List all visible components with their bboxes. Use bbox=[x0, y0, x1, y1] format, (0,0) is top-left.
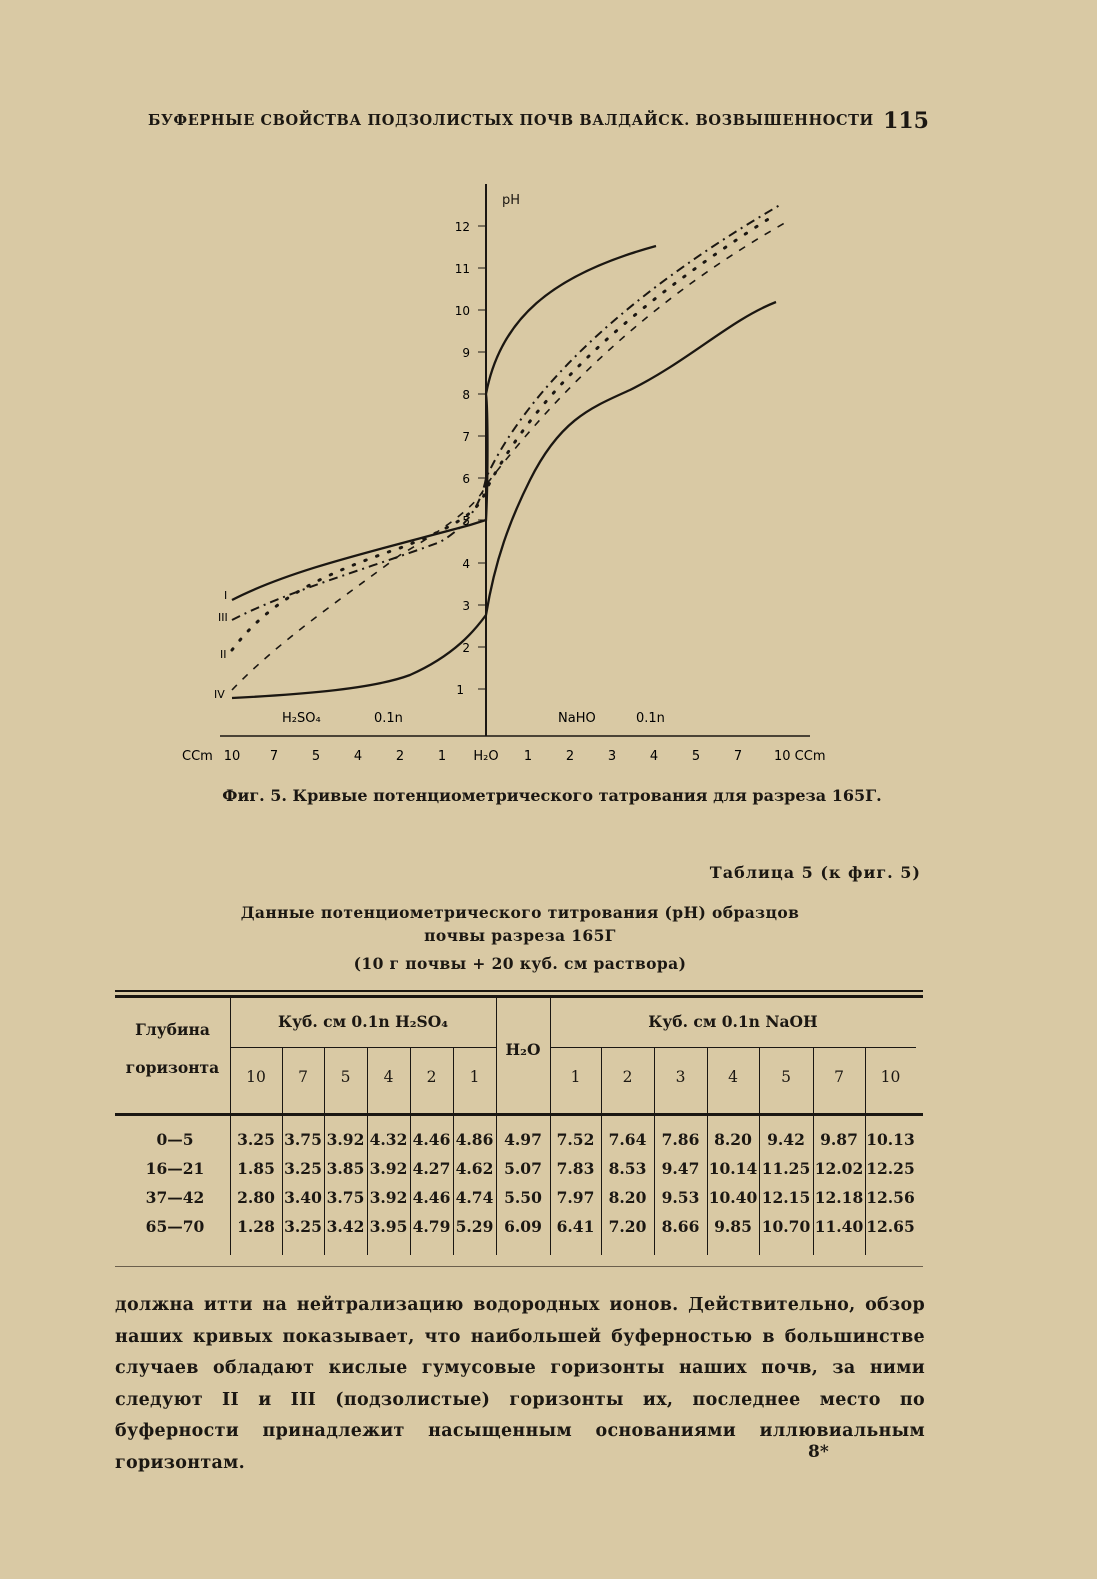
value-cell: 6.41 bbox=[556, 1217, 595, 1236]
value-cell: 4.46 bbox=[412, 1130, 451, 1149]
value-cell: 3.25 bbox=[284, 1159, 322, 1178]
curve-IV bbox=[232, 302, 776, 698]
value-cell: 8.20 bbox=[608, 1188, 647, 1207]
value-cell: 2.80 bbox=[237, 1188, 275, 1207]
value-cell: 3.25 bbox=[284, 1217, 322, 1236]
page-number: 115 bbox=[883, 108, 929, 134]
y-tick bbox=[462, 599, 486, 613]
value-cell: 7.83 bbox=[556, 1159, 595, 1178]
value-cell: 4.46 bbox=[412, 1188, 451, 1207]
value-cell: 4.79 bbox=[412, 1217, 451, 1236]
value-cell: 5.07 bbox=[504, 1159, 542, 1178]
value-cell: 6.09 bbox=[504, 1217, 542, 1236]
y-tick bbox=[462, 641, 486, 655]
value-cell: 11.25 bbox=[761, 1159, 811, 1178]
column-header: 1 bbox=[469, 1068, 480, 1086]
value-cell: 8.53 bbox=[608, 1159, 647, 1178]
table-rule bbox=[115, 1113, 923, 1116]
column-header: 10 bbox=[880, 1068, 901, 1086]
svg-text:2: 2 bbox=[462, 641, 470, 655]
value-cell: 1.85 bbox=[237, 1159, 275, 1178]
svg-text:10: 10 bbox=[454, 304, 470, 318]
value-cell: 4.32 bbox=[369, 1130, 408, 1149]
signature-mark: 8* bbox=[808, 1442, 829, 1462]
value-cell: 3.25 bbox=[237, 1130, 275, 1149]
table-title: (10 г почвы + 20 куб. см раствора) bbox=[353, 954, 687, 973]
depth-cell: 16—21 bbox=[145, 1159, 205, 1178]
value-cell: 9.53 bbox=[661, 1188, 700, 1207]
value-cell: 1.28 bbox=[237, 1217, 275, 1236]
x-tick: 5 bbox=[311, 749, 321, 764]
value-cell: 8.20 bbox=[714, 1130, 752, 1149]
value-cell: 3.75 bbox=[284, 1130, 322, 1149]
x-tick: 10 bbox=[223, 749, 241, 764]
x-tick: 4 bbox=[649, 749, 659, 764]
value-cell: 4.97 bbox=[504, 1130, 542, 1149]
table-column-divider bbox=[230, 995, 231, 1255]
svg-text:3: 3 bbox=[462, 599, 470, 613]
curve-label: I bbox=[224, 589, 228, 602]
y-tick bbox=[462, 430, 486, 444]
value-cell: 7.64 bbox=[608, 1130, 647, 1149]
value-cell: 8.66 bbox=[661, 1217, 700, 1236]
y-tick bbox=[455, 220, 486, 234]
x-tick: 2 bbox=[565, 749, 575, 764]
column-header: 3 bbox=[675, 1068, 686, 1086]
value-cell: 3.92 bbox=[369, 1188, 408, 1207]
x-tick: 5 bbox=[691, 749, 701, 764]
value-cell: 9.47 bbox=[661, 1159, 700, 1178]
depth-cell: 0—5 bbox=[156, 1130, 194, 1149]
svg-text:1: 1 bbox=[456, 683, 464, 697]
column-header: 7 bbox=[834, 1068, 844, 1086]
table-rule bbox=[115, 995, 923, 998]
value-cell: 10.70 bbox=[761, 1217, 811, 1236]
value-cell: 9.42 bbox=[767, 1130, 805, 1149]
value-cell: 4.74 bbox=[455, 1188, 494, 1207]
depth-header: Глубина bbox=[135, 1020, 210, 1039]
acid-conc-label: 0.1n bbox=[374, 711, 403, 726]
figure-caption: Фиг. 5. Кривые потенциометрического татрования для разреза 165Г. bbox=[222, 786, 882, 805]
value-cell: 7.86 bbox=[661, 1130, 700, 1149]
y-ticks bbox=[455, 220, 486, 697]
svg-text:8: 8 bbox=[462, 388, 470, 402]
y-tick bbox=[455, 304, 486, 318]
value-cell: 3.42 bbox=[326, 1217, 365, 1236]
column-header: 5 bbox=[340, 1068, 351, 1086]
svg-text:7: 7 bbox=[462, 430, 470, 444]
column-header: 5 bbox=[781, 1068, 791, 1086]
depth-cell: 37—42 bbox=[145, 1188, 205, 1207]
value-cell: 12.18 bbox=[814, 1188, 864, 1207]
y-tick bbox=[462, 557, 486, 571]
svg-text:9: 9 bbox=[462, 346, 470, 360]
column-header: 2 bbox=[426, 1068, 437, 1086]
x-tick: 2 bbox=[395, 749, 405, 764]
table-label: Таблица 5 (к фиг. 5) bbox=[709, 863, 921, 882]
base-conc-label: 0.1n bbox=[636, 711, 665, 726]
value-cell: 5.50 bbox=[504, 1188, 542, 1207]
x-tick: 4 bbox=[353, 749, 363, 764]
y-tick bbox=[462, 388, 486, 402]
curve-label: IV bbox=[214, 688, 225, 701]
curve-label: III bbox=[218, 611, 228, 624]
x-tick: H₂O bbox=[473, 749, 499, 764]
value-cell: 12.25 bbox=[866, 1159, 915, 1178]
table-column-divider bbox=[496, 995, 497, 1255]
y-tick bbox=[455, 262, 486, 276]
acid-header: Куб. см 0.1n H₂SO₄ bbox=[277, 1012, 448, 1031]
value-cell: 3.40 bbox=[284, 1188, 322, 1207]
value-cell: 12.15 bbox=[761, 1188, 811, 1207]
depth-cell: 65—70 bbox=[145, 1217, 205, 1236]
x-tick: 7 bbox=[269, 749, 279, 764]
value-cell: 5.29 bbox=[455, 1217, 494, 1236]
value-cell: 4.62 bbox=[455, 1159, 494, 1178]
x-tick: 7 bbox=[733, 749, 743, 764]
value-cell: 3.85 bbox=[326, 1159, 365, 1178]
value-cell: 12.02 bbox=[814, 1159, 864, 1178]
water-header: H₂O bbox=[505, 1040, 541, 1059]
x-tick: 10 CCm bbox=[774, 749, 826, 764]
value-cell: 7.20 bbox=[608, 1217, 647, 1236]
value-cell: 3.92 bbox=[326, 1130, 365, 1149]
acid-reagent-label: H₂SO₄ bbox=[282, 711, 321, 726]
value-cell: 4.27 bbox=[412, 1159, 451, 1178]
curve-I bbox=[232, 246, 656, 600]
value-cell: 7.97 bbox=[556, 1188, 595, 1207]
x-tick: 1 bbox=[437, 749, 447, 764]
body-text: должна итти на нейтрализацию водородных ионов. Действительно, обзор наших кривых показывает, что наибольшей буферностью в большинстве случаев обладают кислые гумусовые горизонты наших почв, за ними следуют II и III (подзолистые) горизонты их, последнее место по буферности принадлежит насыщенным основаниями иллювиальным горизонтам. bbox=[115, 1295, 925, 1473]
value-cell: 3.92 bbox=[369, 1159, 408, 1178]
curve-label: II bbox=[220, 648, 227, 661]
x-tick: CCm bbox=[182, 749, 213, 764]
value-cell: 9.87 bbox=[820, 1130, 858, 1149]
column-header: 2 bbox=[622, 1068, 633, 1086]
value-cell: 10.14 bbox=[708, 1159, 758, 1178]
svg-text:5: 5 bbox=[462, 514, 470, 528]
value-cell: 10.13 bbox=[866, 1130, 915, 1149]
y-tick bbox=[462, 472, 486, 486]
value-cell: 10.40 bbox=[708, 1188, 758, 1207]
value-cell: 4.86 bbox=[455, 1130, 494, 1149]
value-cell: 9.85 bbox=[714, 1217, 752, 1236]
value-cell: 3.75 bbox=[326, 1188, 365, 1207]
value-cell: 11.40 bbox=[814, 1217, 864, 1236]
svg-text:12: 12 bbox=[454, 220, 470, 234]
table-column-divider bbox=[550, 995, 551, 1255]
value-cell: 12.65 bbox=[866, 1217, 915, 1236]
table-title: почвы разреза 165Г bbox=[424, 926, 616, 945]
value-cell: 12.56 bbox=[866, 1188, 915, 1207]
column-header: 7 bbox=[298, 1068, 308, 1086]
table-rule bbox=[115, 1266, 923, 1267]
curve-III bbox=[232, 205, 780, 620]
svg-text:6: 6 bbox=[462, 472, 470, 486]
depth-header: горизонта bbox=[125, 1058, 220, 1077]
x-tick: 1 bbox=[523, 749, 533, 764]
column-header: 4 bbox=[728, 1068, 738, 1086]
svg-text:4: 4 bbox=[462, 557, 470, 571]
y-axis-label: pH bbox=[502, 193, 521, 208]
table-rule bbox=[115, 990, 923, 992]
column-header: 4 bbox=[383, 1068, 394, 1086]
base-reagent-label: NaHO bbox=[558, 711, 596, 726]
base-header: Куб. см 0.1n NaOH bbox=[648, 1012, 818, 1031]
running-head: БУФЕРНЫЕ СВОЙСТВА ПОДЗОЛИСТЫХ ПОЧВ ВАЛДАЙСК. ВОЗВЫШЕННОСТИ bbox=[148, 112, 874, 129]
svg-text:11: 11 bbox=[454, 262, 470, 276]
column-header: 10 bbox=[246, 1068, 266, 1086]
x-tick: 3 bbox=[607, 749, 617, 764]
column-header: 1 bbox=[570, 1068, 581, 1086]
value-cell: 3.95 bbox=[369, 1217, 408, 1236]
x-ticks bbox=[182, 749, 826, 764]
y-tick bbox=[462, 346, 486, 360]
value-cell: 7.52 bbox=[556, 1130, 595, 1149]
y-tick bbox=[456, 683, 486, 697]
table-title: Данные потенциометрического титрования (pH) образцов bbox=[240, 903, 800, 922]
curve-II-dash bbox=[232, 220, 790, 690]
titration-figure bbox=[170, 180, 870, 780]
